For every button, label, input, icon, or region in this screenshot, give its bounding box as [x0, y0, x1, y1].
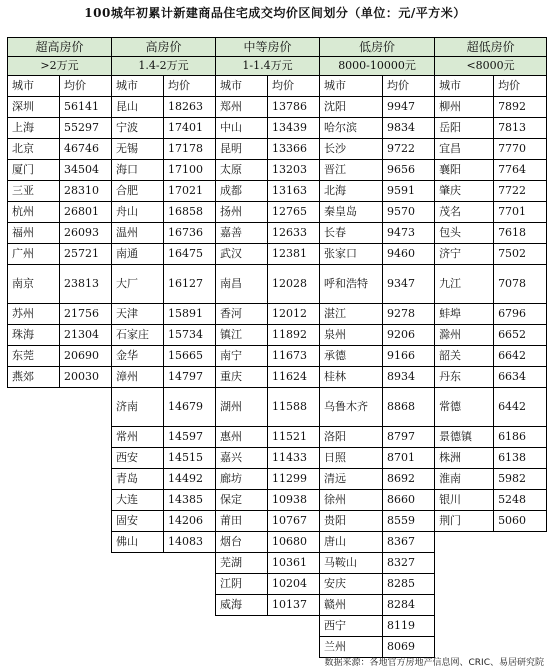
empty-cell	[164, 574, 216, 595]
empty-cell	[60, 511, 112, 532]
city-cell: 晋江	[320, 160, 383, 181]
empty-cell	[435, 616, 494, 637]
empty-cell	[112, 553, 164, 574]
price-cell: 20690	[60, 346, 112, 367]
price-cell: 21304	[60, 325, 112, 346]
empty-cell	[60, 448, 112, 469]
data-source-note: 数据来源：各地官方房地产信息网、CRIC、易居研究院	[324, 658, 544, 668]
city-column-header: 城市	[320, 76, 383, 97]
city-cell: 固安	[112, 511, 164, 532]
city-cell: 丹东	[435, 367, 494, 388]
city-cell: 大连	[112, 490, 164, 511]
price-cell: 7770	[494, 139, 547, 160]
empty-cell	[8, 388, 60, 427]
city-cell: 九江	[435, 265, 494, 304]
city-cell: 茂名	[435, 202, 494, 223]
city-cell: 长春	[320, 223, 383, 244]
city-cell: 天津	[112, 304, 164, 325]
price-tier-table	[7, 37, 547, 658]
price-cell: 15891	[164, 304, 216, 325]
city-cell: 无锡	[112, 139, 164, 160]
city-cell: 大厂	[112, 265, 164, 304]
city-cell: 兰州	[320, 637, 383, 658]
city-column-header: 城市	[8, 76, 60, 97]
price-cell: 7078	[494, 265, 547, 304]
empty-cell	[494, 574, 547, 595]
price-cell: 6634	[494, 367, 547, 388]
empty-cell	[60, 490, 112, 511]
price-cell: 10680	[268, 532, 320, 553]
table-row	[8, 469, 547, 490]
price-cell: 9591	[383, 181, 435, 202]
city-cell: 香河	[216, 304, 268, 325]
price-cell: 9834	[383, 118, 435, 139]
city-cell: 承德	[320, 346, 383, 367]
empty-cell	[112, 637, 164, 658]
price-cell: 16736	[164, 223, 216, 244]
table-row	[8, 553, 547, 574]
price-cell: 8559	[383, 511, 435, 532]
empty-cell	[494, 553, 547, 574]
city-cell: 哈尔滨	[320, 118, 383, 139]
price-cell: 8119	[383, 616, 435, 637]
table-row	[8, 139, 547, 160]
city-cell: 泉州	[320, 325, 383, 346]
price-cell: 7618	[494, 223, 547, 244]
tier-range: >2万元	[8, 57, 112, 76]
price-cell: 12381	[268, 244, 320, 265]
empty-cell	[164, 553, 216, 574]
price-cell: 16475	[164, 244, 216, 265]
table-row	[8, 427, 547, 448]
table-row	[8, 367, 547, 388]
empty-cell	[435, 553, 494, 574]
city-cell: 湛江	[320, 304, 383, 325]
price-cell: 14492	[164, 469, 216, 490]
city-cell: 福州	[8, 223, 60, 244]
city-cell: 景德镇	[435, 427, 494, 448]
price-cell: 8868	[383, 388, 435, 427]
price-cell: 9278	[383, 304, 435, 325]
price-cell: 21756	[60, 304, 112, 325]
price-cell: 10137	[268, 595, 320, 616]
city-cell: 乌鲁木齐	[320, 388, 383, 427]
price-column-header: 均价	[164, 76, 216, 97]
city-cell: 舟山	[112, 202, 164, 223]
city-cell: 株洲	[435, 448, 494, 469]
table-row	[8, 202, 547, 223]
price-cell: 6642	[494, 346, 547, 367]
city-cell: 日照	[320, 448, 383, 469]
city-cell: 芜湖	[216, 553, 268, 574]
table-title: 100城年初累计新建商品住宅成交均价区间划分（单位：元/平方米）	[84, 6, 466, 20]
price-cell: 18263	[164, 97, 216, 118]
city-cell: 济宁	[435, 244, 494, 265]
city-cell: 保定	[216, 490, 268, 511]
table-row	[8, 304, 547, 325]
price-cell: 28310	[60, 181, 112, 202]
empty-cell	[60, 574, 112, 595]
city-cell: 扬州	[216, 202, 268, 223]
city-cell: 南通	[112, 244, 164, 265]
tier-range-row	[8, 57, 547, 76]
price-cell: 7722	[494, 181, 547, 202]
city-cell: 北海	[320, 181, 383, 202]
price-cell: 8660	[383, 490, 435, 511]
price-cell: 7813	[494, 118, 547, 139]
city-cell: 银川	[435, 490, 494, 511]
city-cell: 荆门	[435, 511, 494, 532]
city-cell: 嘉兴	[216, 448, 268, 469]
empty-cell	[494, 595, 547, 616]
city-cell: 武汉	[216, 244, 268, 265]
city-cell: 赣州	[320, 595, 383, 616]
city-cell: 佛山	[112, 532, 164, 553]
price-cell: 9206	[383, 325, 435, 346]
city-cell: 徐州	[320, 490, 383, 511]
city-column-header: 城市	[112, 76, 164, 97]
city-cell: 燕郊	[8, 367, 60, 388]
table-row	[8, 325, 547, 346]
city-cell: 清远	[320, 469, 383, 490]
price-cell: 9947	[383, 97, 435, 118]
city-cell: 重庆	[216, 367, 268, 388]
price-cell: 17021	[164, 181, 216, 202]
price-cell: 9473	[383, 223, 435, 244]
city-cell: 苏州	[8, 304, 60, 325]
empty-cell	[8, 490, 60, 511]
city-cell: 呼和浩特	[320, 265, 383, 304]
city-cell: 张家口	[320, 244, 383, 265]
city-cell: 昆山	[112, 97, 164, 118]
table-row	[8, 448, 547, 469]
price-cell: 5060	[494, 511, 547, 532]
empty-cell	[60, 469, 112, 490]
city-cell: 合肥	[112, 181, 164, 202]
price-cell: 8284	[383, 595, 435, 616]
city-cell: 镇江	[216, 325, 268, 346]
price-cell: 26093	[60, 223, 112, 244]
city-cell: 湖州	[216, 388, 268, 427]
city-cell: 中山	[216, 118, 268, 139]
table-row	[8, 616, 547, 637]
city-cell: 嘉善	[216, 223, 268, 244]
price-cell: 9656	[383, 160, 435, 181]
empty-cell	[268, 637, 320, 658]
table-row	[8, 574, 547, 595]
price-cell: 16858	[164, 202, 216, 223]
price-cell: 6138	[494, 448, 547, 469]
city-cell: 韶关	[435, 346, 494, 367]
city-cell: 包头	[435, 223, 494, 244]
price-column-header: 均价	[60, 76, 112, 97]
empty-cell	[8, 595, 60, 616]
price-cell: 13786	[268, 97, 320, 118]
tier-range: 1-1.4万元	[216, 57, 320, 76]
empty-cell	[435, 574, 494, 595]
empty-cell	[494, 532, 547, 553]
city-cell: 威海	[216, 595, 268, 616]
price-cell: 10361	[268, 553, 320, 574]
price-cell: 10938	[268, 490, 320, 511]
price-cell: 6442	[494, 388, 547, 427]
price-cell: 17401	[164, 118, 216, 139]
price-cell: 17178	[164, 139, 216, 160]
empty-cell	[268, 616, 320, 637]
price-cell: 12633	[268, 223, 320, 244]
price-cell: 14515	[164, 448, 216, 469]
city-cell: 成都	[216, 181, 268, 202]
price-cell: 11588	[268, 388, 320, 427]
city-cell: 深圳	[8, 97, 60, 118]
table-row	[8, 346, 547, 367]
empty-cell	[60, 595, 112, 616]
price-cell: 9722	[383, 139, 435, 160]
city-cell: 漳州	[112, 367, 164, 388]
table-row	[8, 532, 547, 553]
empty-cell	[60, 553, 112, 574]
price-column-header: 均价	[268, 76, 320, 97]
price-cell: 12765	[268, 202, 320, 223]
price-cell: 11892	[268, 325, 320, 346]
price-cell: 14206	[164, 511, 216, 532]
tier-name: 高房价	[112, 38, 216, 57]
table-row	[8, 181, 547, 202]
city-cell: 秦皇岛	[320, 202, 383, 223]
city-cell: 常德	[435, 388, 494, 427]
price-cell: 23813	[60, 265, 112, 304]
empty-cell	[60, 532, 112, 553]
city-cell: 珠海	[8, 325, 60, 346]
city-cell: 石家庄	[112, 325, 164, 346]
city-cell: 襄阳	[435, 160, 494, 181]
price-cell: 8934	[383, 367, 435, 388]
city-cell: 海口	[112, 160, 164, 181]
city-cell: 太原	[216, 160, 268, 181]
price-cell: 5248	[494, 490, 547, 511]
empty-cell	[8, 511, 60, 532]
city-cell: 常州	[112, 427, 164, 448]
table-row	[8, 490, 547, 511]
price-cell: 55297	[60, 118, 112, 139]
price-cell: 10204	[268, 574, 320, 595]
city-cell: 长沙	[320, 139, 383, 160]
tier-name-row	[8, 38, 547, 57]
empty-cell	[112, 616, 164, 637]
city-cell: 宁波	[112, 118, 164, 139]
city-cell: 肇庆	[435, 181, 494, 202]
city-cell: 东莞	[8, 346, 60, 367]
price-cell: 6186	[494, 427, 547, 448]
price-cell: 9347	[383, 265, 435, 304]
city-cell: 西宁	[320, 616, 383, 637]
tier-range: 8000-10000元	[320, 57, 435, 76]
empty-cell	[216, 637, 268, 658]
price-cell: 7502	[494, 244, 547, 265]
price-cell: 15665	[164, 346, 216, 367]
price-cell: 11433	[268, 448, 320, 469]
price-cell: 8701	[383, 448, 435, 469]
table-row	[8, 118, 547, 139]
price-cell: 8692	[383, 469, 435, 490]
empty-cell	[60, 388, 112, 427]
price-cell: 13439	[268, 118, 320, 139]
table-row	[8, 595, 547, 616]
city-cell: 济南	[112, 388, 164, 427]
price-cell: 6796	[494, 304, 547, 325]
empty-cell	[112, 595, 164, 616]
price-cell: 8327	[383, 553, 435, 574]
price-cell: 20030	[60, 367, 112, 388]
tier-name: 超高房价	[8, 38, 112, 57]
empty-cell	[112, 574, 164, 595]
price-cell: 13163	[268, 181, 320, 202]
empty-cell	[60, 616, 112, 637]
empty-cell	[8, 448, 60, 469]
city-cell: 莆田	[216, 511, 268, 532]
price-cell: 14385	[164, 490, 216, 511]
price-cell: 14083	[164, 532, 216, 553]
city-cell: 三亚	[8, 181, 60, 202]
price-cell: 7892	[494, 97, 547, 118]
empty-cell	[164, 637, 216, 658]
empty-cell	[216, 616, 268, 637]
empty-cell	[60, 427, 112, 448]
price-cell: 46746	[60, 139, 112, 160]
price-cell: 7701	[494, 202, 547, 223]
city-cell: 蚌埠	[435, 304, 494, 325]
price-cell: 11673	[268, 346, 320, 367]
price-cell: 9570	[383, 202, 435, 223]
price-cell: 11624	[268, 367, 320, 388]
price-cell: 56141	[60, 97, 112, 118]
city-cell: 惠州	[216, 427, 268, 448]
price-cell: 14679	[164, 388, 216, 427]
city-cell: 南宁	[216, 346, 268, 367]
tier-range: <8000元	[435, 57, 547, 76]
city-cell: 金华	[112, 346, 164, 367]
city-cell: 青岛	[112, 469, 164, 490]
empty-cell	[8, 616, 60, 637]
empty-cell	[8, 469, 60, 490]
empty-cell	[8, 574, 60, 595]
city-cell: 沈阳	[320, 97, 383, 118]
empty-cell	[8, 427, 60, 448]
price-cell: 15734	[164, 325, 216, 346]
price-cell: 8367	[383, 532, 435, 553]
table-row	[8, 223, 547, 244]
price-cell: 13366	[268, 139, 320, 160]
tier-range: 1.4-2万元	[112, 57, 216, 76]
empty-cell	[435, 595, 494, 616]
city-cell: 西安	[112, 448, 164, 469]
city-cell: 宜昌	[435, 139, 494, 160]
city-cell: 贵阳	[320, 511, 383, 532]
tier-name: 低房价	[320, 38, 435, 57]
price-cell: 11521	[268, 427, 320, 448]
table-row	[8, 244, 547, 265]
column-header-row	[8, 76, 547, 97]
city-cell: 南京	[8, 265, 60, 304]
city-cell: 杭州	[8, 202, 60, 223]
city-cell: 烟台	[216, 532, 268, 553]
tier-name: 中等房价	[216, 38, 320, 57]
price-cell: 12028	[268, 265, 320, 304]
empty-cell	[164, 616, 216, 637]
city-cell: 滁州	[435, 325, 494, 346]
price-cell: 25721	[60, 244, 112, 265]
price-cell: 14597	[164, 427, 216, 448]
table-row	[8, 265, 547, 304]
table-row	[8, 388, 547, 427]
price-cell: 14797	[164, 367, 216, 388]
city-cell: 唐山	[320, 532, 383, 553]
city-cell: 南昌	[216, 265, 268, 304]
city-cell: 淮南	[435, 469, 494, 490]
empty-cell	[435, 532, 494, 553]
city-cell: 厦门	[8, 160, 60, 181]
city-column-header: 城市	[216, 76, 268, 97]
price-cell: 17100	[164, 160, 216, 181]
price-cell: 8069	[383, 637, 435, 658]
price-cell: 11299	[268, 469, 320, 490]
empty-cell	[8, 532, 60, 553]
city-cell: 北京	[8, 139, 60, 160]
table-row	[8, 511, 547, 532]
city-cell: 温州	[112, 223, 164, 244]
empty-cell	[494, 616, 547, 637]
price-cell: 9166	[383, 346, 435, 367]
price-cell: 7764	[494, 160, 547, 181]
table-row	[8, 160, 547, 181]
price-cell: 10767	[268, 511, 320, 532]
empty-cell	[8, 637, 60, 658]
price-cell: 5982	[494, 469, 547, 490]
tier-name: 超低房价	[435, 38, 547, 57]
price-cell: 13203	[268, 160, 320, 181]
empty-cell	[60, 637, 112, 658]
price-cell: 26801	[60, 202, 112, 223]
table-row	[8, 97, 547, 118]
price-cell: 8285	[383, 574, 435, 595]
price-cell: 8797	[383, 427, 435, 448]
city-cell: 郑州	[216, 97, 268, 118]
city-cell: 柳州	[435, 97, 494, 118]
city-cell: 岳阳	[435, 118, 494, 139]
city-cell: 安庆	[320, 574, 383, 595]
city-cell: 昆明	[216, 139, 268, 160]
city-cell: 洛阳	[320, 427, 383, 448]
city-cell: 廊坊	[216, 469, 268, 490]
price-cell: 12012	[268, 304, 320, 325]
price-column-header: 均价	[383, 76, 435, 97]
price-cell: 34504	[60, 160, 112, 181]
city-column-header: 城市	[435, 76, 494, 97]
price-column-header: 均价	[494, 76, 547, 97]
city-cell: 马鞍山	[320, 553, 383, 574]
empty-cell	[164, 595, 216, 616]
city-cell: 广州	[8, 244, 60, 265]
price-cell: 6652	[494, 325, 547, 346]
city-cell: 上海	[8, 118, 60, 139]
city-cell: 江阴	[216, 574, 268, 595]
empty-cell	[8, 553, 60, 574]
price-cell: 16127	[164, 265, 216, 304]
city-cell: 桂林	[320, 367, 383, 388]
price-cell: 9460	[383, 244, 435, 265]
